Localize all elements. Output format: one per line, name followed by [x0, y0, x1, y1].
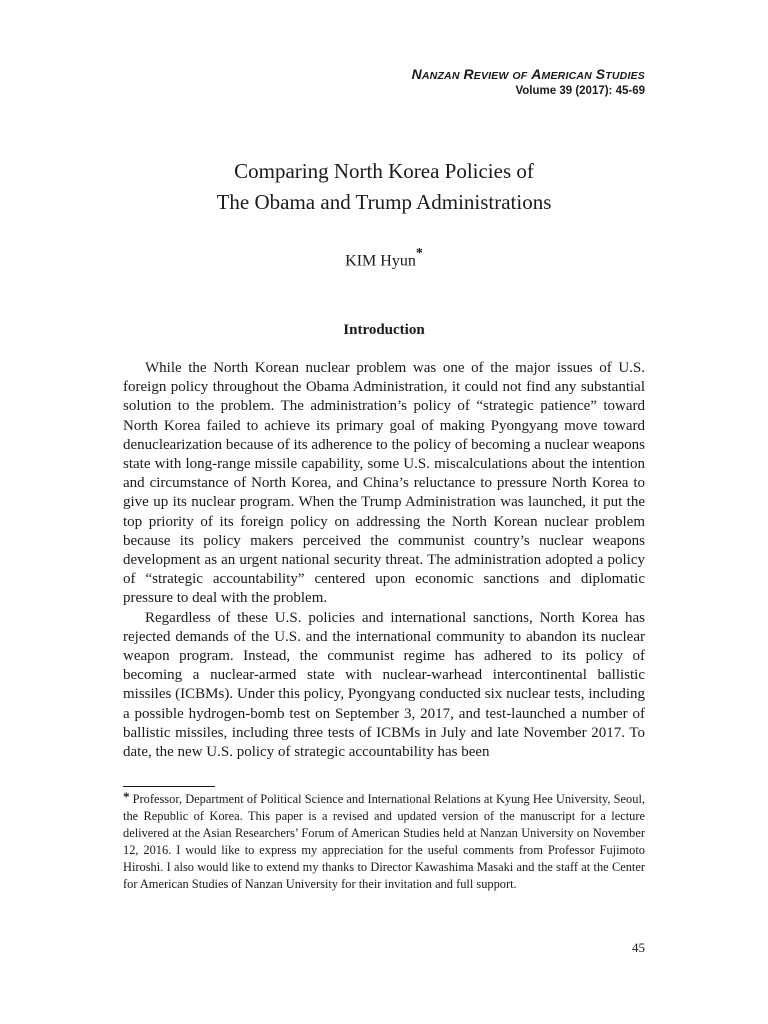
journal-name-cap-n: N	[411, 66, 422, 82]
title-line-2: The Obama and Trump Administrations	[216, 190, 552, 214]
footnote-divider	[123, 786, 215, 787]
page-number: 45	[632, 940, 645, 955]
footnote	[123, 790, 645, 894]
journal-name-cap-a: A	[531, 66, 542, 82]
section-heading: Introduction	[343, 322, 425, 338]
paragraph: While the North Korean nuclear problem was one of the major issues of U.S. foreign policy throughout the Obama Administration, it could not find any substantial solution to the problem. The administration’s policy of “strategic patience” toward North Korea failed to achieve its primary goal of making Pyongyang move toward denuclearization because of its adherence to the policy of becoming a nuclear weapons state with long-range missile capability, some U.S. miscalculations about the intention and circumstance of North Korea, and China’s reluctance to pressure North Korea to give up its nuclear program. When the Trump Administration was launched, it put the top priority of its foreign policy on addressing the North Korean nuclear problem because its policy makers perceived the communist country’s nuclear weapons development as an urgent national security threat. The administration adopted a policy of “strategic accountability” centered upon economic sanctions and diplomatic pressure to deal with the problem.	[123, 360, 645, 607]
footnote-mark: *	[123, 789, 130, 804]
paragraph: Regardless of these U.S. policies and international sanctions, North Korea has rejected demands of the U.S. and the international community to abandon its nuclear weapon program. Instead, the communist regime has adhered to its policy of becoming a nuclear-armed state with nuclear-warhead intercontinental ballistic missiles (ICBMs). Under this policy, Pyongyang conducted six nuclear tests, including a possible hydrogen-bomb test on September 3, 2017, and test-launched a number of ballistic missiles, including three tests of ICBMs in July and late November 2017. To date, the new U.S. policy of strategic accountability has been	[123, 609, 645, 761]
title-line-1: Comparing North Korea Policies of	[234, 159, 534, 183]
article-title	[0, 156, 768, 218]
body-text	[123, 359, 645, 762]
journal-name-merican: MERICAN	[541, 70, 592, 82]
author-footnote-mark: *	[415, 246, 423, 261]
journal-name-eview: EVIEW	[473, 70, 509, 82]
journal-name-tudies: TUDIES	[605, 70, 645, 82]
journal-name	[412, 67, 645, 84]
volume-line: Volume 39 (2017): 45-69	[515, 85, 645, 97]
journal-name-anzan: ANZAN	[421, 70, 460, 82]
footnote-text: Professor, Department of Political Science and International Relations at Kyung Hee University, Seoul, the Republic of Korea. This paper is a revised and updated version of the manuscript for a lecture delivered at the Asian Researchers’ Forum of American Studies held at Nanzan University on November 12, 2016. I would like to express my appreciation for the useful comments from Professor Fujimoto Hiroshi. I also would like to extend my thanks to Director Kawashima Masaki and the staff at the Center for American Studies of Nanzan University for their invitation and full support.	[123, 792, 645, 892]
running-head	[412, 67, 645, 99]
author-name: KIM Hyun	[345, 252, 416, 270]
journal-name-of: OF	[512, 70, 528, 82]
author-line	[0, 248, 768, 270]
journal-name-cap-s: S	[595, 66, 606, 82]
journal-name-cap-r: R	[463, 66, 474, 82]
